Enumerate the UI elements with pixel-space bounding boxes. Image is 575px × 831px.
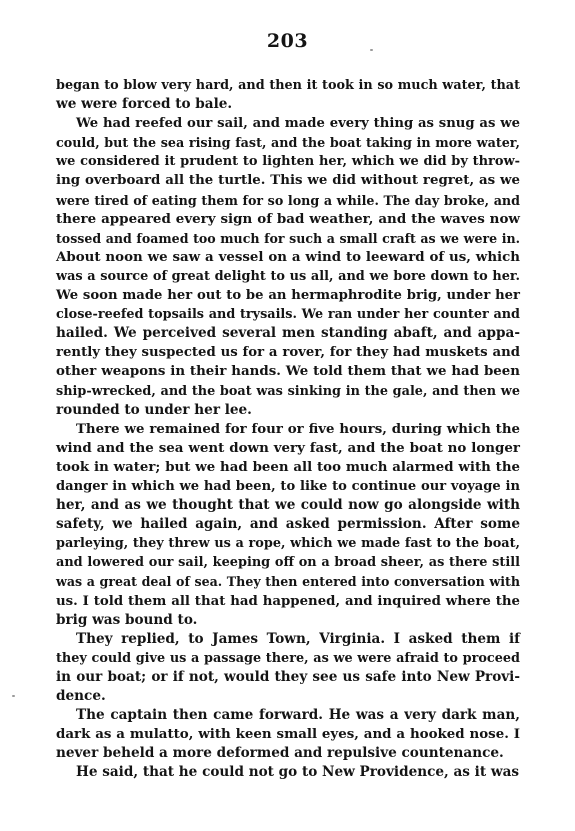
- text-line: rounded to under her lee.: [56, 401, 252, 418]
- text-line: never beheld a more deformed and repulsive countenance.: [56, 745, 504, 762]
- text-line: we considered it prudent to lighten her, which we did by throw-: [56, 154, 520, 170]
- text-line: was a source of great delight to us all, and we bore down to her.: [56, 268, 520, 284]
- text-line: There we remained for four or five hours, during which the: [76, 420, 520, 437]
- text-line: tossed and foamed too much for such a small craft as we were in.: [56, 230, 520, 246]
- text-line: brig was bound to.: [56, 611, 198, 628]
- text-line: They replied, to James Town, Virginia. I asked them if: [76, 630, 520, 647]
- text-line: wind and the sea went down very fast, and the boat no longer: [56, 439, 520, 456]
- paragraph: [56, 630, 520, 706]
- text-line: could, but the sea rising fast, and the boat taking in more water,: [56, 135, 520, 151]
- text-line: We had reefed our sail, and made every thing as snug as we: [76, 116, 520, 132]
- page-number: 203: [266, 30, 309, 52]
- text-line: her, and as we thought that we could now go alongside with: [56, 497, 520, 514]
- text-line: danger in which we had been, to like to continue our voyage in: [56, 478, 520, 494]
- text-line: hailed. We perceived several men standing abaft, and appa-: [56, 325, 520, 342]
- text-line: parleying, they threw us a rope, which we made fast to the boat,: [56, 536, 520, 552]
- text-line: we were forced to bale.: [56, 96, 233, 113]
- text-line: took in water; but we had been all too much alarmed with the: [56, 458, 520, 475]
- text-line: We soon made her out to be an hermaphrodite brig, under her: [56, 288, 520, 304]
- text-line: He said, that he could not go to New Providence, as it was: [76, 764, 520, 781]
- text-line: About noon we saw a vessel on a wind to leeward of us, which: [56, 248, 520, 265]
- text-line: safety, we hailed again, and asked permission. After some: [56, 516, 520, 533]
- paragraph: [56, 763, 520, 782]
- text-line: The captain then came forward. He was a very dark man,: [76, 707, 520, 724]
- text-line: was a great deal of sea. They then entered into conversation with: [56, 574, 520, 590]
- text-line: were tired of eating them for so long a while. The day broke, and: [56, 192, 520, 208]
- text-line: dark as a mulatto, with keen small eyes, and a hooked nose. I: [56, 726, 520, 743]
- text-line: in our boat; or if not, would they see us safe into New Provi-: [56, 668, 520, 685]
- text-line: there appeared every sign of bad weather, and the waves now: [56, 210, 520, 227]
- text-line: us. I told them all that had happened, and inquired where the: [56, 593, 520, 609]
- body-text: [56, 76, 520, 782]
- text-line: dence.: [56, 688, 106, 704]
- text-line: rently they suspected us for a rover, for they had muskets and: [56, 345, 520, 361]
- text-line: and lowered our sail, keeping off on a broad sheer, as there still: [56, 555, 520, 571]
- text-line: other weapons in their hands. We told them that we had been: [56, 363, 520, 380]
- paragraph: [56, 114, 520, 420]
- text-line: ship-wrecked, and the boat was sinking in the gale, and then we: [56, 383, 520, 399]
- paragraph: [56, 420, 520, 630]
- text-line: they could give us a passage there, as we were afraid to proceed: [56, 650, 520, 666]
- text-line: close-reefed topsails and trysails. We ran under her counter and: [56, 307, 520, 323]
- text-line: began to blow very hard, and then it took in so much water, that: [56, 78, 520, 93]
- paragraph: [56, 706, 520, 763]
- print-speck: [370, 49, 373, 51]
- print-speck: [12, 695, 15, 697]
- text-line: ing overboard all the turtle. This we did without regret, as we: [56, 172, 520, 189]
- paragraph: [56, 76, 520, 114]
